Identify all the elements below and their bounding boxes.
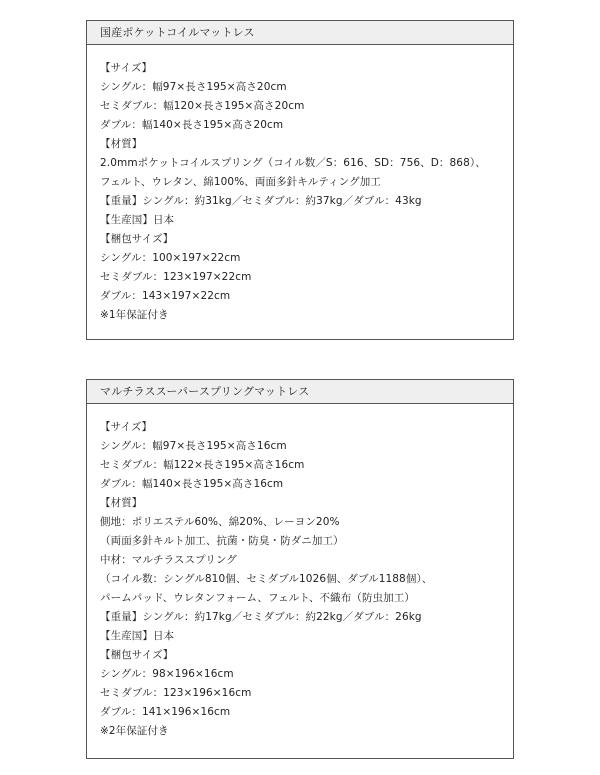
spec-line: 【サイズ】 (100, 62, 153, 74)
product-spec-box-pocket-coil (86, 20, 514, 340)
spec-line: パームパッド、ウレタンフォーム、フェルト、不織布（防虫加工） (100, 592, 415, 604)
spec-line: シングル：幅97×長さ195×高さ20cm (100, 81, 287, 93)
product-title: 国産ポケットコイルマットレス (87, 21, 513, 45)
spec-line: シングル：100×197×22cm (100, 252, 241, 264)
spec-line: セミダブル：123×197×22cm (100, 271, 252, 283)
spec-line: ダブル：幅140×長さ195×高さ20cm (100, 119, 284, 131)
spec-line: ※2年保証付き (100, 725, 169, 737)
spec-line: セミダブル：幅120×長さ195×高さ20cm (100, 100, 305, 112)
spec-line: 【重量】シングル：約17kg／セミダブル：約22kg／ダブル：26kg (100, 611, 422, 623)
spec-line: 【梱包サイズ】 (100, 649, 174, 661)
spec-line: 【梱包サイズ】 (100, 233, 174, 245)
spec-line: セミダブル：幅122×長さ195×高さ16cm (100, 459, 305, 471)
spec-line: 中材：マルチラススプリング (100, 554, 237, 566)
spec-line: 2.0mmポケットコイルスプリング（コイル数／S：616、SD：756、D：868）、 (100, 157, 486, 169)
spec-line: 【生産国】日本 (100, 214, 175, 226)
spec-line: 【材質】 (100, 497, 143, 509)
spec-line: 【生産国】日本 (100, 630, 175, 642)
product-spec-box-multiras-spring (86, 379, 514, 759)
spec-list (87, 404, 513, 741)
product-title: マルチラススーパースプリングマットレス (87, 380, 513, 404)
spec-line: シングル：98×196×16cm (100, 668, 234, 680)
spec-line: 【重量】シングル：約31kg／セミダブル：約37kg／ダブル：43kg (100, 195, 422, 207)
spec-line: 【サイズ】 (100, 421, 153, 433)
spec-line: 側地：ポリエステル60%、綿20%、レーヨン20% (100, 516, 340, 528)
spec-line: セミダブル：123×196×16cm (100, 687, 252, 699)
spec-line: ダブル：幅140×長さ195×高さ16cm (100, 478, 284, 490)
spec-list (87, 45, 513, 325)
spec-line: ダブル：143×197×22cm (100, 290, 231, 302)
spec-line: シングル：幅97×長さ195×高さ16cm (100, 440, 287, 452)
spec-line: （両面多針キルト加工、抗菌・防臭・防ダニ加工） (100, 535, 344, 547)
spec-line: ※1年保証付き (100, 309, 169, 321)
spec-line: ダブル：141×196×16cm (100, 706, 231, 718)
spec-line: フェルト、ウレタン、綿100%、両面多針キルティング加工 (100, 176, 381, 188)
spec-line: （コイル数：シングル810個、セミダブル1026個、ダブル1188個）、 (100, 573, 433, 585)
spec-line: 【材質】 (100, 138, 143, 150)
